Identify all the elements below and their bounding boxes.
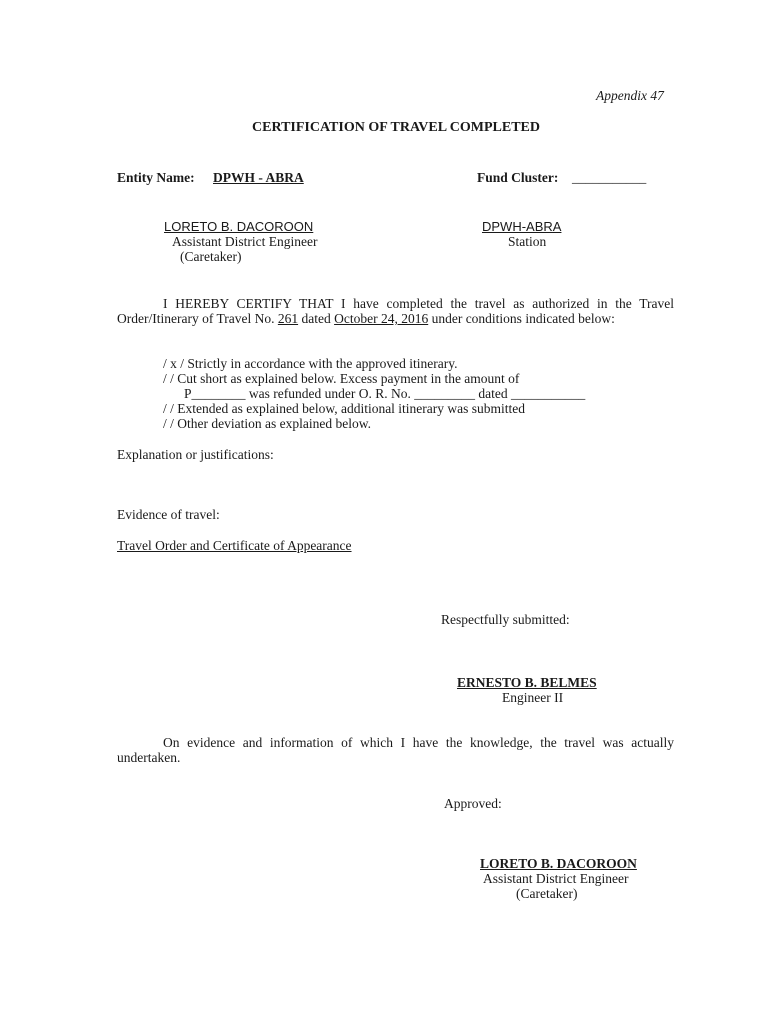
station-name: DPWH-ABRA [482, 219, 562, 234]
submitter-position: Engineer II [502, 690, 564, 705]
condition-extended: / / Extended as explained below, additional itinerary was submitted [163, 401, 526, 416]
approver-position: Assistant District Engineer [483, 871, 629, 886]
appendix-label: Appendix 47 [596, 88, 664, 103]
verification-line-1: On evidence and information of which I have the knowledge, the travel was actually [163, 735, 674, 750]
dated-label: dated [301, 311, 331, 326]
condition-strictly: / x / Strictly in accordance with the approved itinerary. [163, 356, 458, 371]
approver-note: (Caretaker) [516, 886, 578, 901]
respectfully-submitted-label: Respectfully submitted: [441, 612, 570, 627]
entity-value: DPWH - ABRA [213, 170, 304, 185]
verification-line-2: undertaken. [117, 750, 181, 765]
condition-cut-short: / / Cut short as explained below. Excess payment in the amount of [163, 371, 520, 386]
certification-suffix: under conditions indicated below: [431, 311, 615, 326]
station-label: Station [508, 234, 547, 249]
approved-label: Approved: [444, 796, 502, 811]
condition-refund-line: P________ was refunded under O. R. No. _________ dated ___________ [184, 386, 586, 401]
fund-cluster-label: Fund Cluster: [477, 170, 559, 185]
official-name: LORETO B. DACOROON [164, 219, 314, 234]
travel-order-number: 261 [277, 311, 299, 326]
certification-prefix: Order/Itinerary of Travel No. [117, 311, 275, 326]
certification-line-2 [117, 311, 615, 327]
certification-line-1: I HEREBY CERTIFY THAT I have completed the travel as authorized in the Travel [163, 296, 674, 311]
entity-label: Entity Name: [117, 170, 195, 185]
evidence-label: Evidence of travel: [117, 507, 220, 522]
travel-date: October 24, 2016 [334, 311, 429, 326]
official-position: Assistant District Engineer [172, 234, 318, 249]
approver-name: LORETO B. DACOROON [480, 856, 637, 871]
fund-cluster-value: ___________ [572, 170, 647, 185]
document-title: CERTIFICATION OF TRAVEL COMPLETED [252, 120, 540, 135]
explanation-label: Explanation or justifications: [117, 447, 274, 462]
official-note: (Caretaker) [180, 249, 242, 264]
submitter-name: ERNESTO B. BELMES [457, 675, 597, 690]
evidence-value: Travel Order and Certificate of Appearance [117, 538, 352, 553]
condition-other: / / Other deviation as explained below. [163, 416, 371, 431]
